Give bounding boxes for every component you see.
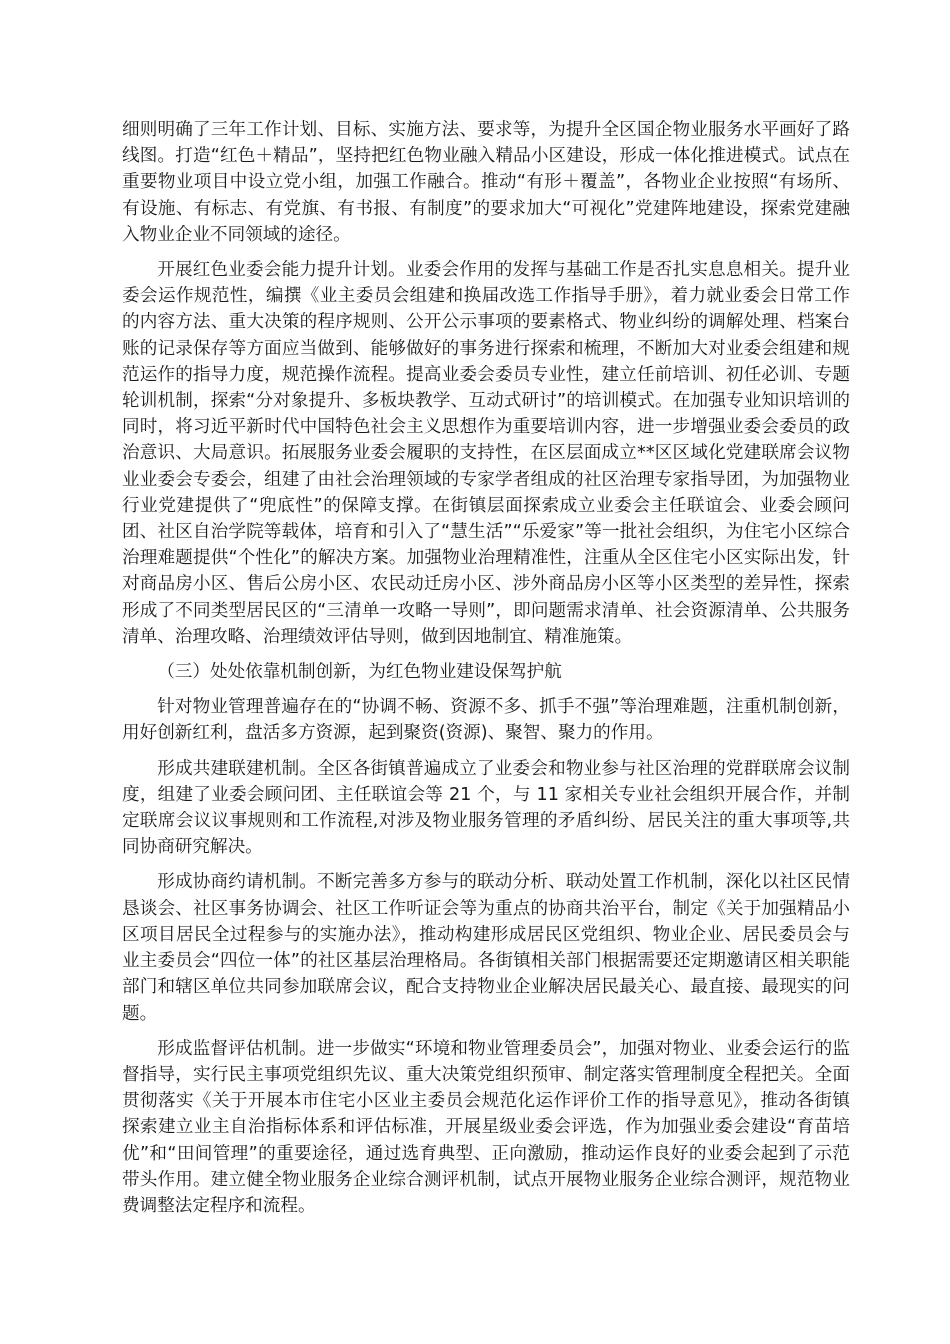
- section-heading-three: （三）处处依靠机制创新，为红色物业建设保驾护航: [157, 662, 562, 683]
- paragraph-red-committee-plan: 开展红色业委会能力提升计划。业委会作用的发挥与基础工作是否扎实息息相关。提升业委会运作规范性，编撰《业主委员会组建和换届改选工作指导手册》，着力就业委会日常工作的内容方法、重大决策的程序规则、公开公示事项的要素格式、物业纠纷的调解处理、档案台账的记录保存等方面应当做到、能够做好的事务进行探索和梳理，不断加大对业委会组建和规范运作的指导力度，规范操作流程。提高业委会委员专业性，建立任前培训、初任必训、专题轮训机制，探索“分对象提升、多板块教学、互动式研讨”的培训模式。在加强专业知识培训的同时，将习近平新时代中国特色社会主义思想作为重要培训内容，进一步增强业委会委员的政治意识、大局意识。拓展服务业委会履职的支持性，在区层面成立**区区域化党建联席会议物业业委会专委会，组建了由社会治理领域的专家学者组成的社区治理专家指导团，为加强物业行业党建提供了“兜底性”的保障支撑。在街镇层面探索成立业委会主任联谊会、业委会顾问团、社区自治学院等载体，培育和引入了“慧生活”“乐爱家”等一批社会组织，为住宅小区综合治理难题提供“个性化”的解决方案。加强物业治理精准性，注重从全区住宅小区实际出发，针对商品房小区、售后公房小区、农民动迁房小区、涉外商品房小区等小区类型的差异性，探索形成了不同类型居民区的“三清单一攻略一导则”，即问题需求清单、社会资源清单、公共服务清单、治理攻略、治理绩效评估导则，做到因地制宜、精准施策。: [122, 260, 850, 647]
- document-page: [122, 117, 850, 1228]
- paragraph-mechanism-intro: 针对物业管理普遍存在的“协调不畅、资源不多、抓手不强”等治理难题，注重机制创新，用好创新红利，盘活多方资源，起到聚资(资源)、聚智、聚力的作用。: [122, 697, 850, 744]
- paragraph-consultation-mechanism: 形成协商约请机制。不断完善多方参与的联动分析、联动处置工作机制，深化以社区民情恳谈会、社区事务协调会、社区工作听证会等为重点的协商共治平台，制定《关于加强精品小区项目居民全过程参与的实施办法》，推动构建形成居民区党组织、物业企业、居民委员会与业主委员会“四位一体”的社区基层治理格局。各街镇相关部门根据需要还定期邀请区相关职能部门和辖区单位共同参加联席会议，配合支持物业企业解决居民最关心、最直接、最现实的问题。: [122, 872, 850, 1024]
- paragraph-co-building-mechanism: 形成共建联建机制。全区各街镇普遍成立了业委会和物业参与社区治理的党群联席会议制度，组建了业委会顾问团、主任联谊会等 21 个，与 11 家相关专业社会组织开展合作，并制定联席会议议事规则和工作流程,对涉及物业服务管理的矛盾纠纷、居民关注的重大事项等,共同协商研究解决。: [122, 758, 850, 858]
- paragraph-supervision-mechanism: 形成监督评估机制。进一步做实“环境和物业管理委员会”，加强对物业、业委会运行的监督指导，实行民主事项党组织先议、重大决策党组织预审、制定落实管理制度全程把关。全面贯彻落实《关于开展本市住宅小区业主委员会规范化运作评价工作的指导意见》，推动各街镇探索建立业主自治指标体系和评估标准，开展星级业委会评选，作为加强业委会建设“育苗培优”和“田间管理”的重要途径，通过选育典型、正向激励，推动运作良好的业委会起到了示范带头作用。建立健全物业服务企业综合测评机制，试点开展物业服务企业综合测评，规范物业费调整法定程序和流程。: [122, 1038, 850, 1216]
- paragraph-intro-continuation: 细则明确了三年工作计划、目标、实施方法、要求等，为提升全区国企物业服务水平画好了路线图。打造“红色＋精品”，坚持把红色物业融入精品小区建设，形成一体化推进模式。试点在重要物业项目中设立党小组，加强工作融合。推动“有形＋覆盖”，各物业企业按照“有场所、有设施、有标志、有党旗、有书报、有制度”的要求加大“可视化”党建阵地建设，探索党建融入物业企业不同领域的途径。: [122, 120, 850, 245]
